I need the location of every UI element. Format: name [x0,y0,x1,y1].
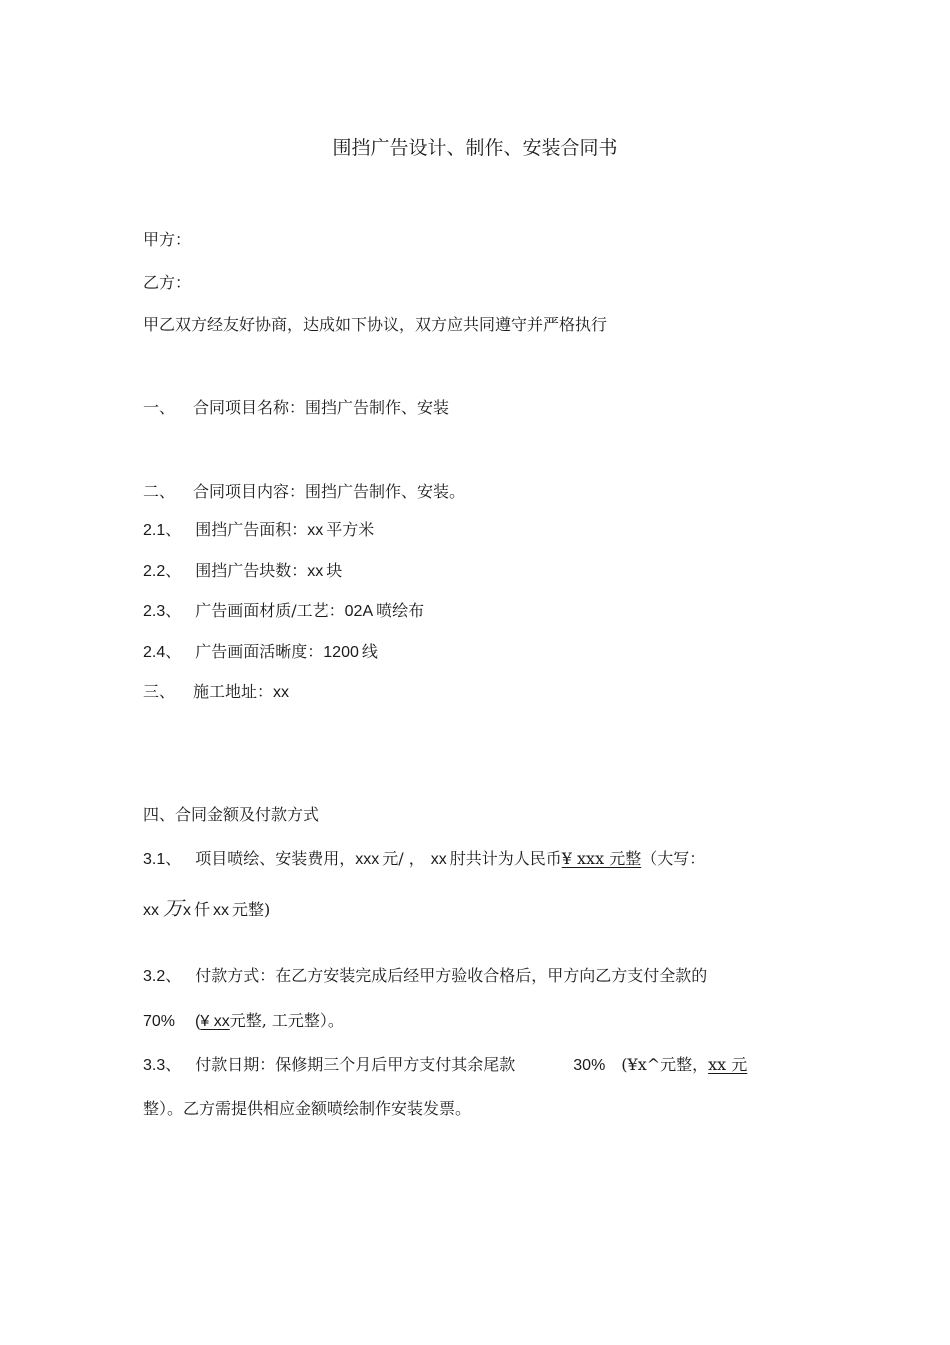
item-2-4-value: 1200 [323,644,359,661]
item-2-2-number: 2.2、 [143,563,182,580]
amount-in-words-end: 元整) [232,900,271,919]
amount-in-words-remaining-value: xx [213,902,230,919]
section-3-label: 施工地址： [193,682,274,701]
item-2-3 [143,601,424,622]
section-4-heading: 四、合同金额及付款方式 [143,805,320,824]
section-1-text: 合同项目名称：围挡广告制作、安装 [193,398,450,417]
item-3-1-text-d: （大写： [641,849,706,868]
section-3 [143,682,289,703]
party-b-line: 乙方： [143,273,192,292]
section-3-value: xx [273,684,290,701]
item-3-3 [143,1055,747,1076]
item-2-2-label: 围挡广告块数： [195,561,308,580]
party-a-line: 甲方： [143,230,192,249]
item-3-3-text: 付款日期：保修期三个月后甲方支付其余尾款 [195,1055,516,1074]
item-3-3-number: 3.3、 [143,1057,182,1074]
item-3-3-percent: 30% [573,1057,606,1074]
item-2-3-value: 02A [344,603,374,620]
item-3-2-number: 3.2、 [143,968,182,985]
section-2-text: 合同项目内容：围挡广告制作、安装。 [193,482,466,501]
item-3-2-continued [143,1011,344,1032]
preamble: 甲乙双方经友好协商，达成如下协议，双方应共同遵守并严格执行 [143,315,608,334]
item-2-3-unit: 喷绘布 [376,601,425,620]
item-2-4-number: 2.4、 [143,644,182,661]
amount-in-words-qian: 仟 [194,900,211,919]
item-3-3-paren: (¥x^元整， [621,1055,709,1074]
item-2-1-value: xx [307,522,324,539]
item-3-3-amount: xx 元 [708,1055,748,1074]
item-2-3-label: 广告画面材质/工艺： [195,601,345,620]
section-1-marker: 一、 [143,398,176,417]
item-2-1-label: 围挡广告面积： [195,520,308,539]
item-2-1 [143,520,374,541]
amount-in-words-thousands-value: x [183,902,191,919]
item-2-4-label: 广告画面活晰度： [195,642,324,661]
item-3-2 [143,966,707,987]
item-3-1 [143,849,705,870]
amount-in-words-wan: 万 [163,896,183,920]
item-3-1-total-amount: ¥ xxx 元整 [561,849,642,868]
item-3-2-amount: ¥ xx [200,1013,230,1030]
item-3-1-text-a: 项目喷绘、安装费用， [195,849,356,868]
item-3-1-continued [143,898,270,921]
item-3-2-percent: 70% [143,1013,176,1030]
item-2-4 [143,642,378,663]
item-3-2-open-paren: ( [195,1013,201,1030]
item-3-2-rest: 元整, 工元整）。 [229,1011,344,1030]
item-2-1-unit: 平方米 [326,520,375,539]
item-2-3-number: 2.3、 [143,603,182,620]
item-3-2-text: 付款方式：在乙方安装完成后经甲方验收合格后，甲方向乙方支付全款的 [195,966,708,985]
item-3-1-number: 3.1、 [143,851,182,868]
item-3-1-unit-price: xxx [355,851,380,868]
item-2-4-unit: 线 [361,642,378,661]
section-3-marker: 三、 [143,682,176,701]
item-2-2-value: xx [307,563,324,580]
item-2-2-unit: 块 [326,561,343,580]
item-3-1-text-b: 元/ ， [382,849,425,868]
section-2 [143,482,465,502]
section-1 [143,398,449,418]
item-3-1-quantity: xx [430,851,447,868]
amount-in-words-tens-thousands-value: xx [143,902,159,919]
item-2-1-number: 2.1、 [143,522,182,539]
item-3-3-continued: 整）。乙方需提供相应金额喷绘制作安装发票。 [143,1099,472,1118]
section-2-marker: 二、 [143,482,176,501]
document-title: 围挡广告设计、制作、安装合同书 [332,137,618,159]
item-2-2 [143,561,342,582]
item-3-1-text-c: 肘共计为人民币 [449,849,562,868]
